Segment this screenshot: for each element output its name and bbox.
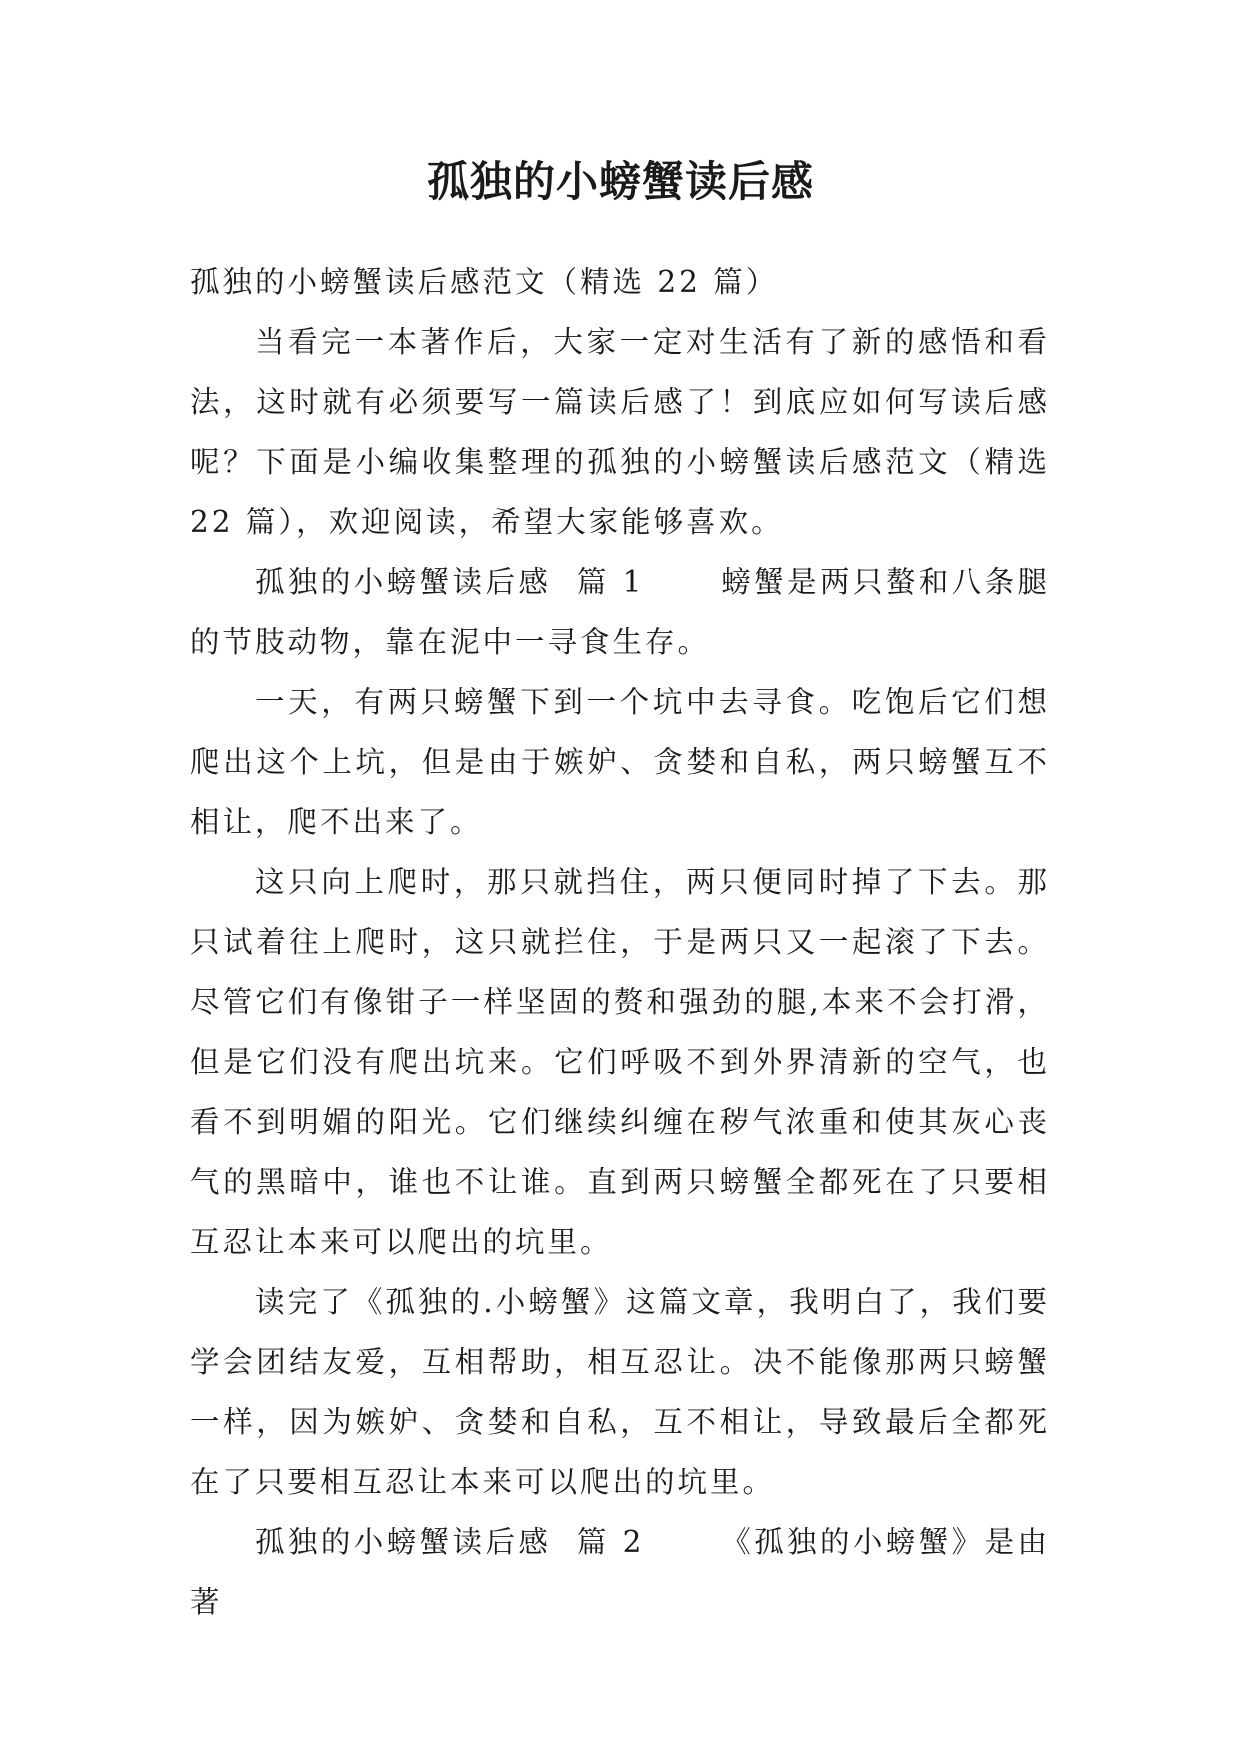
document-title: 孤独的小螃蟹读后感	[426, 157, 814, 206]
paragraph-intro: 当看完一本著作后，大家一定对生活有了新的感悟和看法，这时就有必须要写一篇读后感了！到底应如何写读后感呢？下面是小编收集整理的孤独的小螃蟹读后感范文（精选 22 篇），欢迎阅读，希望大家能够喜欢。	[190, 325, 1063, 539]
paragraph-subtitle: 孤独的小螃蟹读后感范文（精选 22 篇）	[190, 265, 779, 299]
paragraph-article-1-start: 孤独的小螃蟹读后感 篇 1 螃蟹是两只螯和八条腿的节肢动物，靠在泥中一寻食生存。	[190, 565, 1050, 659]
paragraph-article-2-start: 孤独的小螃蟹读后感 篇 2 《孤独的小螃蟹》是由著	[190, 1525, 1050, 1619]
paragraph-article-1-reflection: 读完了《孤独的.小螃蟹》这篇文章，我明白了，我们要学会团结友爱，互相帮助，相互忍让。决不能像那两只螃蟹一样，因为嫉妒、贪婪和自私，互不相让，导致最后全都死在了只要相互忍让本来可以爬出的坑里。	[190, 1285, 1050, 1499]
paragraph-article-1-story: 一天，有两只螃蟹下到一个坑中去寻食。吃饱后它们想爬出这个上坑，但是由于嫉妒、贪婪和自私，两只螃蟹互不相让，爬不出来了。	[190, 685, 1050, 839]
document-body	[190, 252, 1063, 1632]
paragraph-article-1-struggle: 这只向上爬时，那只就挡住，两只便同时掉了下去。那只试着往上爬时，这只就拦住，于是两只又一起滚了下去。尽管它们有像钳子一样坚固的赘和强劲的腿,本来不会打滑，但是它们没有爬出坑来。它们呼吸不到外界清新的空气，也看不到明媚的阳光。它们继续纠缠在秽气浓重和使其灰心丧气的黑暗中，谁也不让谁。直到两只螃蟹全都死在了只要相互忍让本来可以爬出的坑里。	[190, 865, 1050, 1259]
